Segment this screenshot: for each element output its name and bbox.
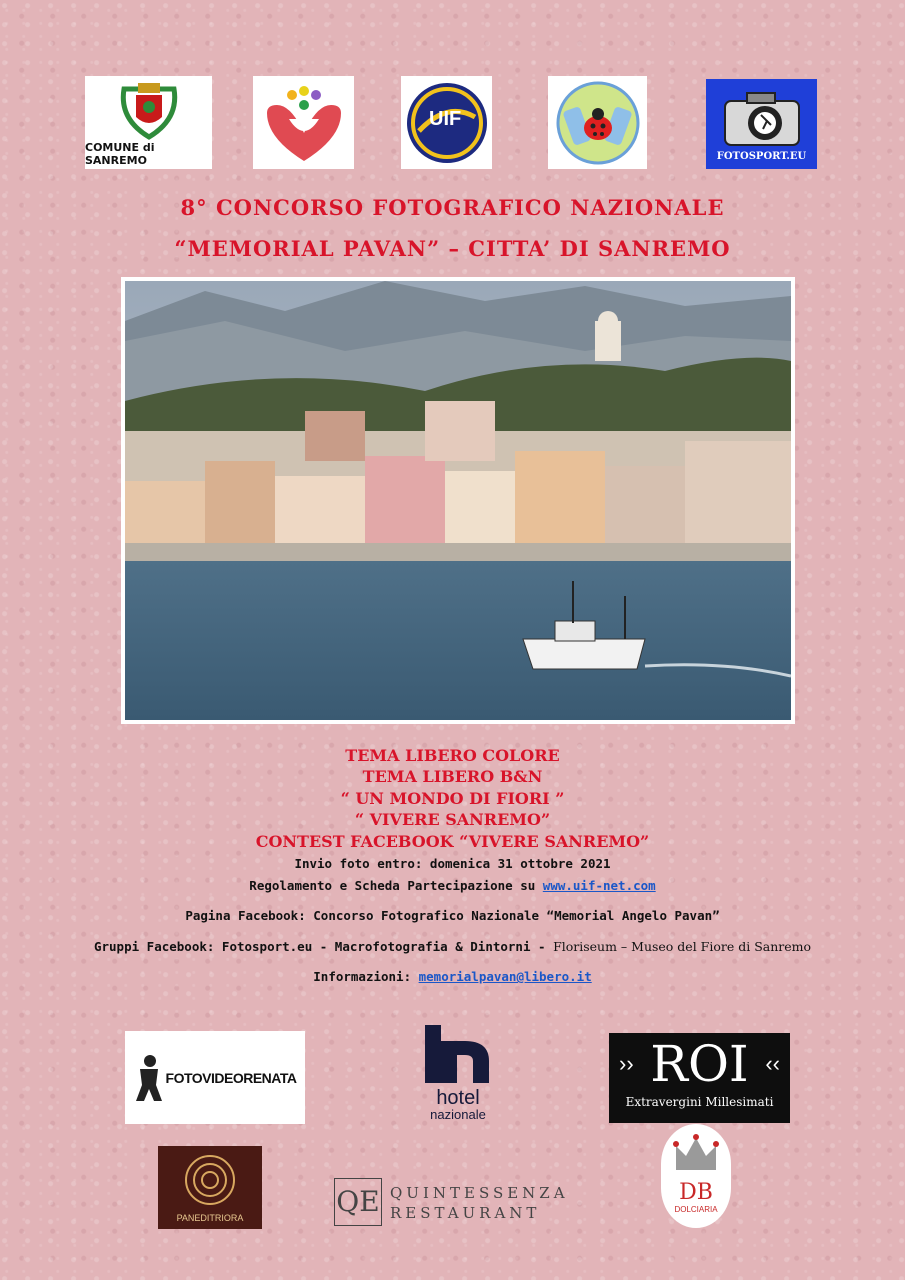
fotovideo-label: FOTOVIDEORENATA <box>165 1069 297 1086</box>
uif-net-link[interactable]: www.uif-net.com <box>542 878 656 893</box>
uif-label: UIF <box>429 108 462 130</box>
roi-right-chevrons-icon: ‹‹ <box>765 1051 780 1076</box>
deadline-text: Invio foto entro: domenica 31 ottobre 2021 <box>294 856 611 871</box>
sanremo-photo <box>121 277 795 724</box>
db-monogram-icon: DB <box>679 1180 713 1205</box>
informazioni-line <box>0 969 905 984</box>
fotosport-logo <box>706 79 817 169</box>
photographer-icon <box>134 1053 164 1103</box>
roi-subtitle: Extravergini Millesimati <box>625 1095 774 1109</box>
informazioni-label: Informazioni: <box>313 969 419 984</box>
facebook-groups-label: Gruppi Facebook: Fotosport.eu - Macrofotografia & Dintorni - <box>93 939 554 954</box>
theme-1: TEMA LIBERO COLORE <box>345 746 560 765</box>
contest-title: 8° CONCORSO FOTOGRAFICO NAZIONALE <box>180 195 725 220</box>
comune-sanremo-logo <box>85 76 212 169</box>
panetriora-logo <box>158 1146 262 1229</box>
floriseum-text: Floriseum – Museo del Fiore di Sanremo <box>553 939 812 954</box>
camera-icon <box>717 87 807 151</box>
harbor-scene-image <box>125 281 791 720</box>
panetriora-label: PANEDITRIORA <box>176 1213 244 1223</box>
hotel-nazionale-logo <box>421 1025 495 1125</box>
email-link[interactable]: memorialpavan@libero.it <box>418 969 592 984</box>
crown-icon <box>671 1132 721 1176</box>
theme-5: CONTEST FACEBOOK “VIVERE SANREMO” <box>255 832 650 851</box>
fotosport-label: FOTOSPORT.EU <box>716 150 807 162</box>
theme-4: “ VIVERE SANREMO” <box>354 810 551 829</box>
nazionale-label: nazionale <box>430 1107 486 1122</box>
heart-m-icon <box>259 83 349 163</box>
quintessenza-logo <box>334 1178 586 1228</box>
roi-name: ROI <box>650 1035 749 1093</box>
m-logo <box>253 76 354 169</box>
qe-monogram-icon: QE <box>334 1178 382 1226</box>
restaurant-label: RESTAURANT <box>390 1204 541 1222</box>
facebook-groups-line <box>0 939 905 954</box>
comune-label: COMUNE di SANREMO <box>85 140 155 167</box>
dolciaria-logo <box>661 1124 731 1228</box>
uif-logo <box>401 76 492 169</box>
regolamento-line <box>0 878 905 893</box>
roi-left-chevrons-icon: ›› <box>619 1051 634 1076</box>
facebook-page-text: Pagina Facebook: Concorso Fotografico Nazionale “Memorial Angelo Pavan” <box>185 908 720 923</box>
roi-logo <box>609 1033 790 1123</box>
dolciaria-label: DOLCIARIA <box>674 1205 718 1214</box>
ladybug-icon <box>553 80 643 166</box>
regolamento-label: Regolamento e Scheda Partecipazione su <box>249 878 543 893</box>
theme-3: “ UN MONDO DI FIORI ” <box>340 789 565 808</box>
quintessenza-label: QUINTESSENZA <box>390 1184 569 1202</box>
theme-2: TEMA LIBERO B&N <box>362 767 543 786</box>
coat-of-arms-icon <box>114 79 184 141</box>
contest-subtitle: “MEMORIAL PAVAN” – CITTA’ DI SANREMO <box>174 236 731 261</box>
hotel-n-icon <box>425 1025 491 1083</box>
ladybug-logo <box>548 76 647 169</box>
hotel-label: hotel <box>436 1087 480 1109</box>
fotovideorenata-logo <box>125 1031 305 1124</box>
spiral-icon <box>180 1152 240 1208</box>
